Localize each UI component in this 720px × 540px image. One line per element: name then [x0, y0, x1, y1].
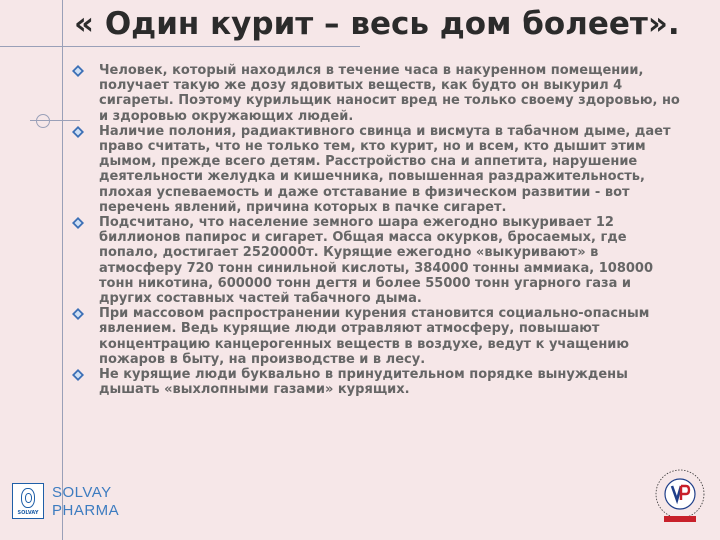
- slide-title: « Один курит – весь дом болеет».: [74, 6, 680, 42]
- list-item: [72, 215, 684, 306]
- list-item: [72, 367, 684, 397]
- solvay-emblem-icon: SOLVAY: [12, 483, 44, 519]
- logo-line-1: SOLVAY: [52, 484, 112, 501]
- decorative-circle: [36, 114, 50, 128]
- decorative-vertical-line: [62, 0, 63, 540]
- list-item-text: Человек, который находился в течение часа в накуренном помещении, получает такую же дозу ядовитых веществ, как будто он выкурил 4 сигареты. Поэтому курильщик наносит вред не только своему здоровью, но и здоровью окружающих людей.: [99, 63, 680, 124]
- list-item-text: При массовом распространении курения становится социально-опасным явлением. Ведь курящие люди отравляют атмосферу, повышают концентрацию канцерогенных веществ в воздухе, ведут к учащению пожаров в быту, на производстве и в лесу.: [99, 306, 650, 367]
- list-item-text: Не курящие люди буквально в принудительном порядке вынуждены дышать «выхлопными газами» курящих.: [99, 367, 628, 398]
- bullet-list: [72, 63, 684, 397]
- list-item: [72, 63, 684, 124]
- diamond-bullet-icon: [72, 369, 84, 381]
- diamond-bullet-icon: [72, 65, 84, 77]
- diamond-bullet-icon: [72, 217, 84, 229]
- seal-logo-icon: [650, 466, 710, 526]
- diamond-bullet-icon: [72, 308, 84, 320]
- diamond-bullet-icon: [72, 126, 84, 138]
- list-item: [72, 124, 684, 215]
- decorative-horizontal-line: [0, 46, 360, 47]
- list-item-text: Наличие полония, радиактивного свинца и висмута в табачном дыме, дает право считать, что не только тем, кто курит, но и всем, кто дышит этим дымом, прежде всего детям. Расстройство сна и аппетита, нарушение деятельности желудка и кишечника, повышенная раздражительность, плохая успеваемость и даже отставание в физическом развитии - вот перечень явлений, причина которых в пачке сигарет.: [99, 123, 671, 215]
- logo-line-2: PHARMA: [52, 502, 120, 519]
- solvay-pharma-logo: [12, 480, 122, 522]
- list-item-text: Подсчитано, что население земного шара ежегодно выкуривает 12 биллионов папирос и сигарет. Общая масса окурков, бросаемых, где попало, достигает 2520000т. Курящие ежегодно «выкуривают» в атмосферу 720 тонн синильной кислоты, 384000 тонны аммиака, 108000 тонн никотина, 600000 тонн дегтя и более 55000 тонн угарного газа и других составных частей табачного дыма.: [99, 215, 653, 307]
- list-item: [72, 306, 684, 367]
